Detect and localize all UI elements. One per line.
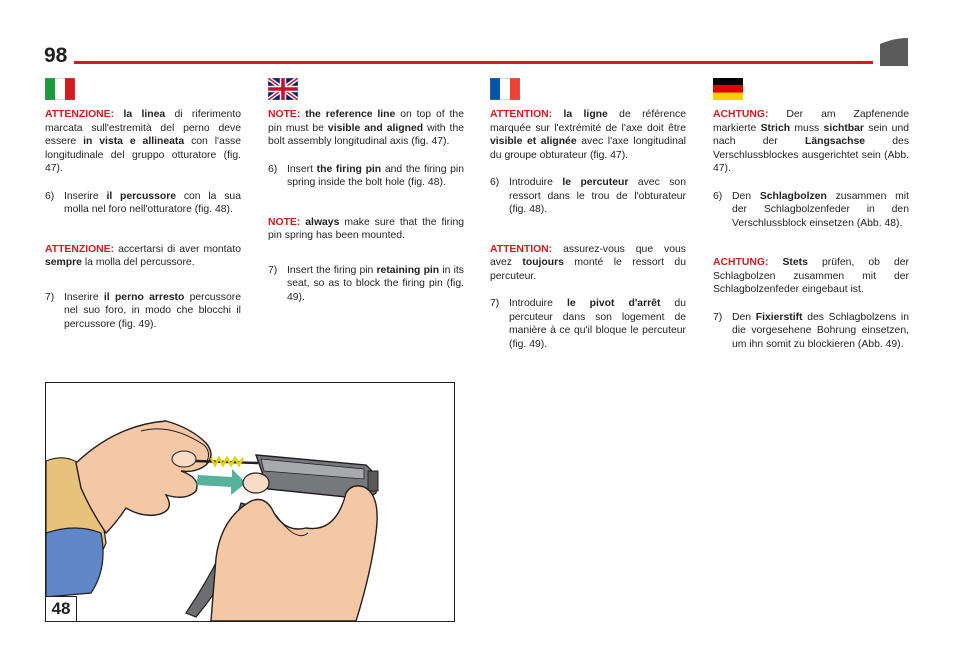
step-6: 6) Introduire le percuteur avec son ressort dans le trou de l'obturateur (fig. 48). [490,177,686,215]
figure-48 [45,382,455,622]
warning-label: ATTENZIONE: [45,109,115,120]
step-7: 7) Inserire il perno arresto percussore nel suo foro, in modo che blocchi il percussore (fig. 49). [45,291,241,330]
figure-number: 48 [46,596,77,621]
note-reference-line: ACHTUNG: Der am Zapfenende markierte Strich muss sichtbar sein und nach der Längsachse des Verschlussblockes ausgerichtet sein (Abb. 47). [713,109,910,174]
column-french [490,78,686,351]
step-6: 6) Insert the firing pin and the firing pin spring inside the bolt hole (fig. 48). [268,163,465,188]
corner-tab-icon [880,38,908,66]
warning-label: NOTE: [268,109,301,120]
step-6: 6) Den Schlagbolzen zusammen mit der Schlagbolzenfeder in den Verschlussblock einsetzen (Abb. 48). [713,190,909,229]
column-italian [45,78,241,331]
note-reference-line: ATTENZIONE: la linea di riferimento marcata sull'estremità del perno deve essere in vista e allineata con l'asse longitudinale del gruppo otturatore (fig. 47). [45,109,242,174]
hands-inserting-firing-pin-illustration [46,383,454,621]
note-spring: NOTE: always make sure that the firing pin spring has been mounted. [268,216,465,241]
germany-flag-icon [713,78,743,100]
note-reference-line: NOTE: the reference line on top of the pin must be visible and aligned with the bolt assembly longitudinal axis (fig. 47). [268,109,464,147]
uk-flag-icon [268,78,298,100]
warning-label: ATTENTION: [490,109,553,120]
note-spring: ATTENTION: assurez-vous que vous avez toujours monté le ressort du percuteur. [490,243,686,282]
header-rule [74,61,873,64]
warning-label: NOTE: [268,216,301,228]
column-english [268,78,464,304]
france-flag-icon [490,78,520,100]
warning-label: ACHTUNG: [713,109,769,120]
step-7: 7) Insert the firing pin retaining pin in its seat, so as to block the firing pin (fig. 49). [268,264,464,303]
warning-label: ACHTUNG: [713,257,769,268]
note-reference-line: ATTENTION: la ligne de référence marquée sur l'extrémité de l'axe doit être visible et alignée avec l'axe longitudinal du groupe obturateur (fig. 47). [490,109,686,161]
step-6: 6) Inserire il percussore con la sua molla nel foro nell'otturatore (fig. 48). [45,190,241,215]
column-german [713,78,909,351]
step-7: 7) Introduire le pivot d'arrêt du percuteur dans son logement de manière à ce qu'il bloque le percuteur (fig. 49). [490,298,686,350]
page-number: 98 [44,44,68,67]
warning-label: ATTENZIONE: [45,243,115,255]
italy-flag-icon [45,78,75,100]
note-spring: ATTENZIONE: accertarsi di aver montato sempre la molla del percussore. [45,243,241,268]
step-7: 7) Den Fixierstift des Schlagbolzens in die vorgesehene Bohrung einsetzen, um ihn somit zu blockieren (Abb. 49). [713,311,909,350]
warning-label: ATTENTION: [490,243,553,255]
note-spring: ACHTUNG: Stets prüfen, ob der Schlagbolzen zusammen mit der Schlagbolzenfeder eingebaut ist. [713,257,909,295]
